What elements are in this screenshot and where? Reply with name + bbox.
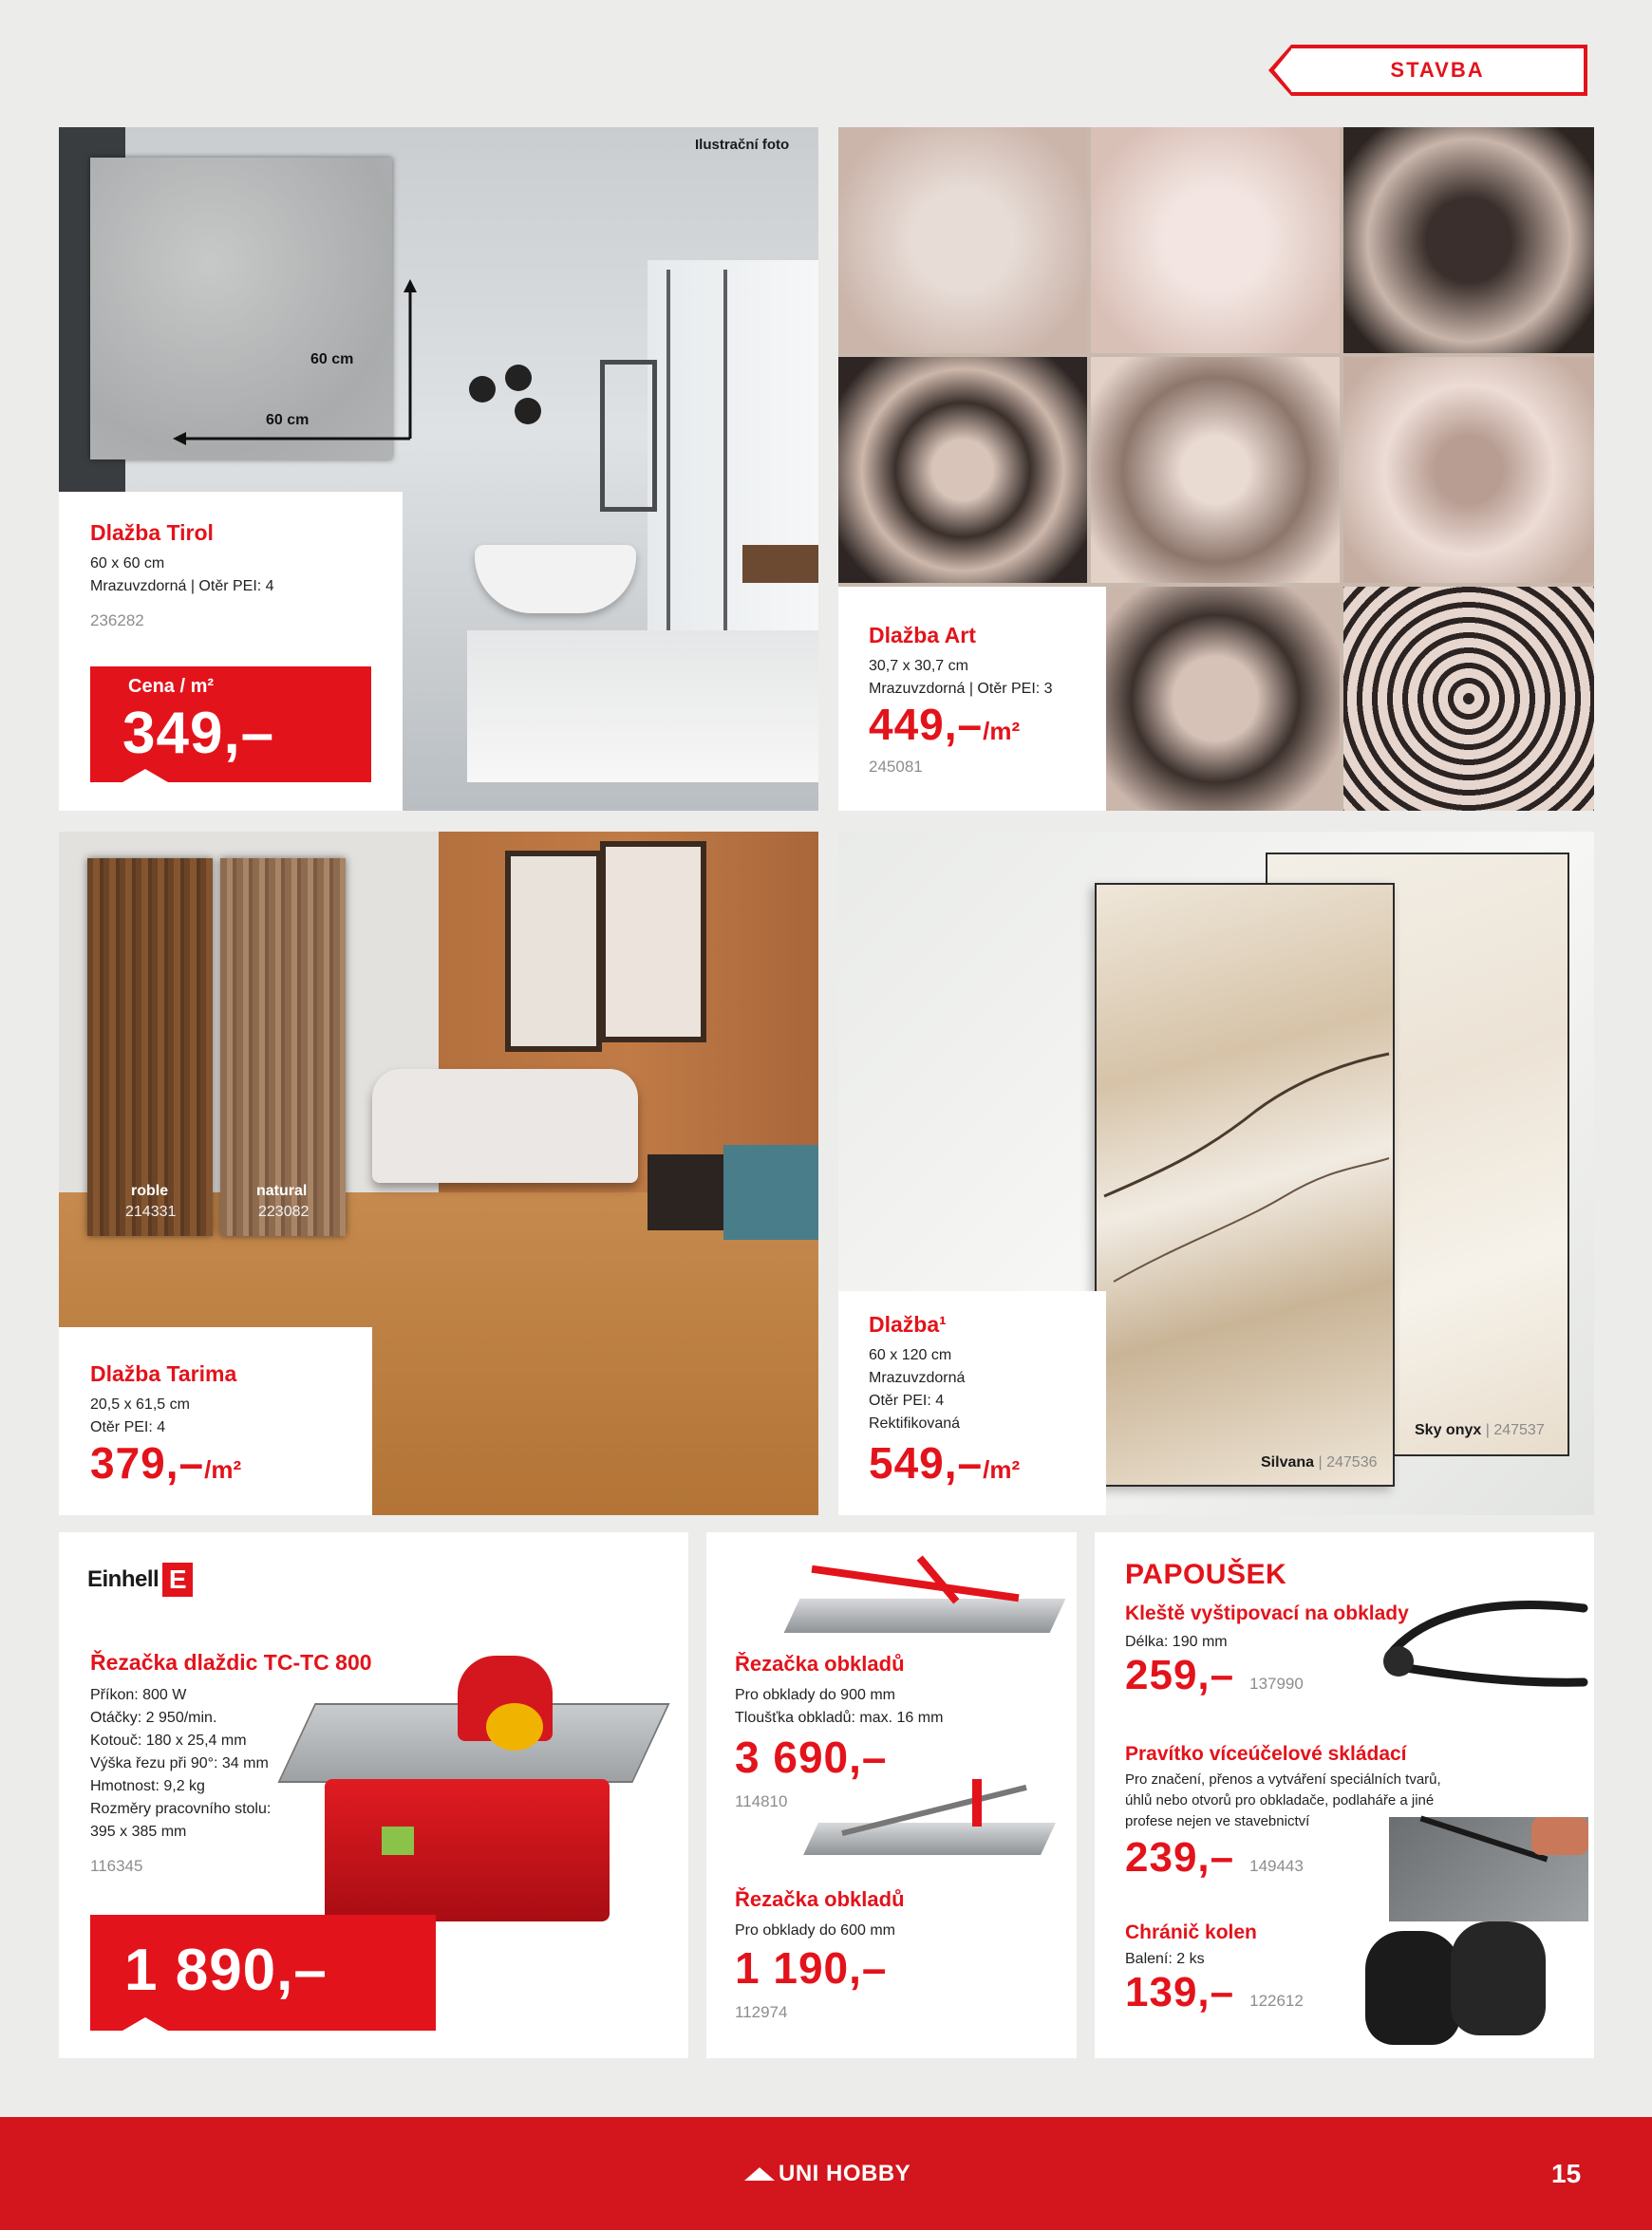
- price-row: [1125, 1969, 1304, 2016]
- product-price: 259,–: [1125, 1652, 1235, 1698]
- product-title: Dlažba Art: [869, 623, 976, 647]
- brand-title: PAPOUŠEK: [1125, 1559, 1287, 1590]
- footer-band: [0, 2117, 1652, 2230]
- product-price: 3 690,–: [735, 1733, 888, 1782]
- product-spec: 30,7 x 30,7 cm: [869, 658, 968, 674]
- price-badge: [90, 1915, 436, 2031]
- product-code: 149443: [1249, 1857, 1304, 1875]
- product-price: [869, 699, 1020, 750]
- product-spec: úhlů nebo otvorů pro obkladače, podlaháře a jiné: [1125, 1792, 1435, 1808]
- product-spec: Mrazuvzdorná: [869, 1370, 966, 1386]
- price-row: [1125, 1652, 1304, 1699]
- price-label: Cena / m²: [128, 676, 215, 697]
- product-code: 245081: [869, 758, 923, 776]
- product-panel-dlazba[interactable]: [838, 832, 1594, 1515]
- product-spec: Rektifikovaná: [869, 1415, 961, 1432]
- product-code: 137990: [1249, 1675, 1304, 1693]
- photo-note: Ilustrační foto: [695, 137, 790, 153]
- product-title: Dlažba Tirol: [90, 520, 214, 545]
- product-price: [869, 1437, 1020, 1489]
- price-unit: /m²: [983, 717, 1021, 745]
- einhell-logo: [87, 1561, 193, 1599]
- product-spec: Otěr PEI: 4: [869, 1393, 945, 1409]
- spec-line: 395 x 385 mm: [90, 1824, 187, 1840]
- info-box-art: [838, 587, 1106, 811]
- product-panel-art[interactable]: [838, 127, 1594, 811]
- product-spec: Mrazuvzdorná | Otěr PEI: 4: [90, 578, 274, 594]
- product-spec: Balení: 2 ks: [1125, 1951, 1205, 1967]
- ruler-image: [1389, 1817, 1588, 1921]
- product-title: Řezačka dlaždic TC-TC 800: [90, 1650, 372, 1675]
- product-price: 139,–: [1125, 1969, 1235, 2015]
- cutter-image-1: [792, 1551, 1067, 1656]
- price-value: 379,–: [90, 1438, 205, 1488]
- product-spec: Mrazuvzdorná | Otěr PEI: 3: [869, 681, 1053, 697]
- variant-code: 247536: [1326, 1454, 1378, 1471]
- product-price: [90, 1437, 241, 1489]
- product-price: 1 190,–: [735, 1943, 888, 1993]
- variant-code: 247537: [1493, 1422, 1545, 1438]
- price-value: 349,–: [122, 701, 275, 766]
- variant-label-silvana: Silvana | 247536: [1261, 1454, 1378, 1471]
- price-value: 1 890,–: [124, 1938, 328, 2003]
- footer-logo-text: UNI HOBBY: [779, 2161, 911, 2186]
- product-spec: Tloušťka obkladů: max. 16 mm: [735, 1710, 944, 1726]
- price-row: [1125, 1834, 1304, 1882]
- pliers-image: [1370, 1589, 1588, 1694]
- product-panel-tarima[interactable]: [59, 832, 818, 1515]
- product-spec: 20,5 x 61,5 cm: [90, 1396, 190, 1413]
- variant-name: Silvana: [1261, 1454, 1315, 1471]
- section-tag: [1291, 45, 1587, 96]
- product-code: 112974: [735, 2003, 788, 2021]
- product-title: Dlažba Tarima: [90, 1361, 237, 1386]
- marble-vein: [1095, 883, 1395, 1487]
- product-title: Chránič kolen: [1125, 1921, 1257, 1943]
- variant-code: 214331: [125, 1204, 177, 1220]
- product-spec: 60 x 120 cm: [869, 1347, 952, 1363]
- product-code: 116345: [90, 1857, 143, 1875]
- product-panel-einhell[interactable]: [59, 1532, 688, 2058]
- dimension-horizontal-label: 60 cm: [266, 412, 310, 428]
- info-box-tarima: [59, 1327, 372, 1515]
- variant-code: 223082: [258, 1204, 310, 1220]
- spec-list: [90, 1684, 271, 1844]
- price-unit: /m²: [204, 1455, 242, 1484]
- knee-pads-image: [1365, 1921, 1555, 2045]
- wood-sample-roble: [87, 858, 213, 1236]
- einhell-logo-text: Einhell: [87, 1566, 160, 1592]
- product-title: Řezačka obkladů: [735, 1652, 905, 1676]
- info-box-dlazba: [838, 1291, 1106, 1515]
- product-panel-cutters[interactable]: [706, 1532, 1077, 2058]
- price-value: 449,–: [869, 700, 984, 749]
- product-spec: Pro obklady do 600 mm: [735, 1922, 895, 1939]
- product-spec: Pro značení, přenos a vytváření speciálních tvarů,: [1125, 1771, 1441, 1788]
- product-code: 236282: [90, 611, 144, 629]
- spec-line: Kotouč: 180 x 25,4 mm: [90, 1733, 247, 1749]
- product-spec: 60 x 60 cm: [90, 555, 165, 572]
- section-tag-label: STAVBA: [1390, 58, 1485, 82]
- product-spec: Otěr PEI: 4: [90, 1419, 166, 1435]
- variant-name: Sky onyx: [1415, 1422, 1482, 1438]
- spec-line: Otáčky: 2 950/min.: [90, 1710, 217, 1726]
- spec-line: Výška řezu při 90°: 34 mm: [90, 1755, 269, 1771]
- product-title: Pravítko víceúčelové skládací: [1125, 1743, 1407, 1765]
- variant-label: natural: [256, 1183, 308, 1199]
- product-spec: Pro obklady do 900 mm: [735, 1687, 895, 1703]
- price-value: 549,–: [869, 1438, 984, 1488]
- spec-line: Rozměry pracovního stolu:: [90, 1801, 272, 1817]
- variant-label: roble: [131, 1183, 169, 1199]
- footer-logo-icon: [744, 2167, 775, 2181]
- product-title: Řezačka obkladů: [735, 1887, 905, 1911]
- product-code: 114810: [735, 1792, 788, 1810]
- product-panel-tirol[interactable]: [59, 127, 818, 811]
- page-number: 15: [1551, 2159, 1582, 2188]
- footer-logo: [744, 2161, 910, 2187]
- product-price: 239,–: [1125, 1834, 1235, 1881]
- price-badge: [90, 666, 371, 782]
- product-title: Dlažba¹: [869, 1312, 947, 1337]
- product-code: 122612: [1249, 1992, 1304, 2010]
- variant-label-sky-onyx: Sky onyx | 247537: [1415, 1422, 1545, 1438]
- dimension-vertical-label: 60 cm: [310, 351, 354, 367]
- product-spec: profese nejen ve stavebnictví: [1125, 1813, 1310, 1829]
- info-box-tirol: [59, 492, 403, 811]
- spec-line: Příkon: 800 W: [90, 1687, 187, 1703]
- tile-saw-image: [268, 1637, 676, 1959]
- product-spec: Délka: 190 mm: [1125, 1634, 1228, 1650]
- product-title: Kleště vyštipovací na obklady: [1125, 1602, 1409, 1624]
- cutter-image-2: [801, 1770, 1067, 1874]
- product-panel-papousek[interactable]: [1095, 1532, 1594, 2058]
- einhell-logo-mark: E: [162, 1563, 193, 1597]
- wood-sample-natural: [220, 858, 346, 1236]
- price-unit: /m²: [983, 1455, 1021, 1484]
- spec-line: Hmotnost: 9,2 kg: [90, 1778, 205, 1794]
